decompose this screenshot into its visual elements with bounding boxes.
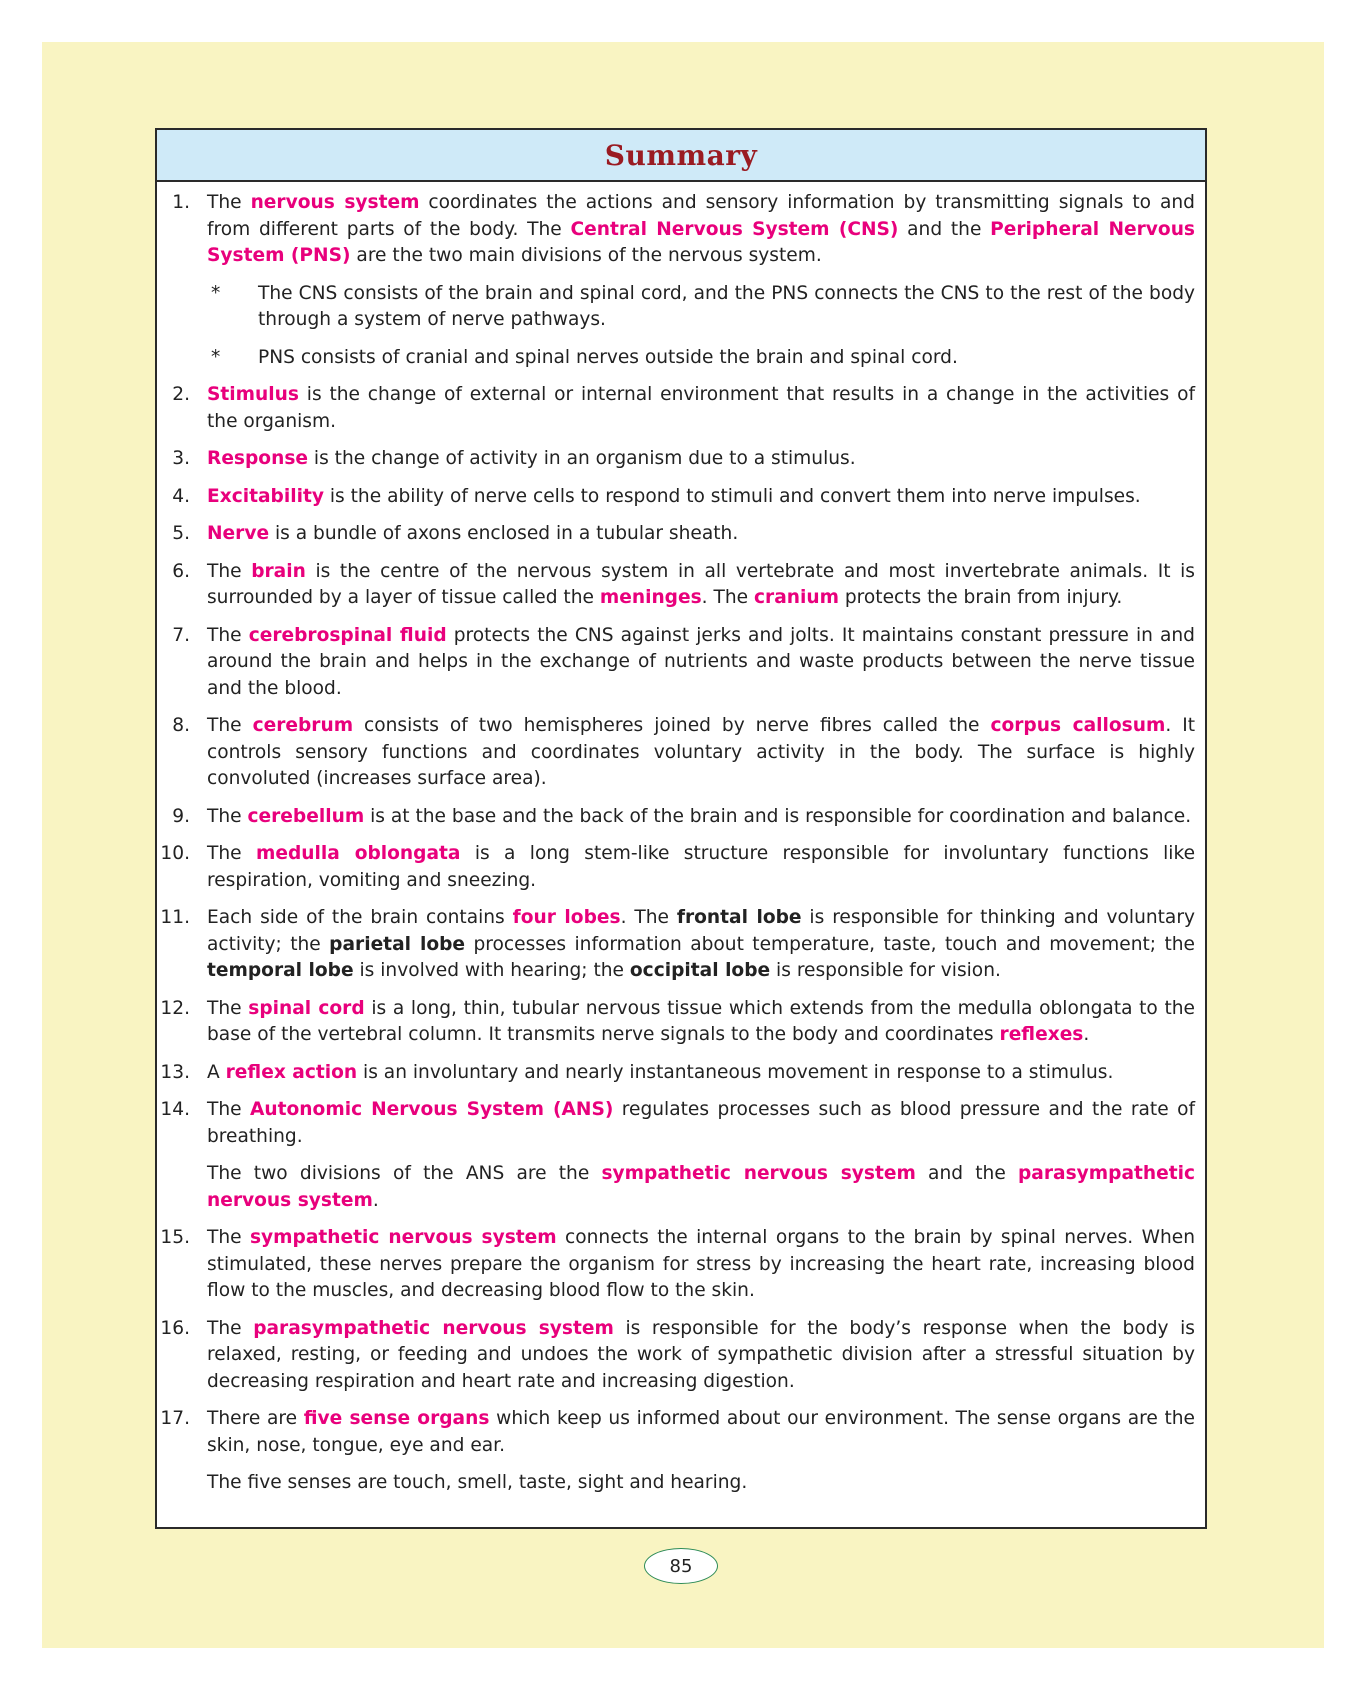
item-number: 9. <box>172 805 190 827</box>
key-term: cerebrum <box>252 715 354 736</box>
text: is the change of activity in an organism due to a stimulus. <box>308 448 856 469</box>
summary-title: Summary <box>604 138 758 172</box>
summary-item-5 <box>157 521 1195 548</box>
text: is a long stem-like structure responsible for involuntary functions like respiration, vomiting and sneezing. <box>207 843 1196 891</box>
summary-item-2 <box>157 382 1195 435</box>
item-text <box>207 1316 1195 1396</box>
key-term: parasympathetic nervous system <box>253 1317 614 1339</box>
item-text <box>207 382 1195 435</box>
item-number: 14. <box>160 1099 190 1120</box>
summary-item-3 <box>157 446 1195 473</box>
text: . <box>372 1189 379 1211</box>
text: Each side of the brain contains <box>207 907 513 928</box>
item-number: 6. <box>172 560 190 582</box>
text: is responsible for the body’s response when the body is relaxed, resting, or feeding and undoes the work of sympathetic division after a stressful situation by decreasing respiration and heart rate and increasing digestion. <box>207 1317 1195 1392</box>
item-number: 5. <box>172 523 190 544</box>
text: is responsible for thinking and voluntary activity; the <box>207 907 1195 955</box>
key-term: cranium <box>754 587 839 608</box>
text: regulates processes such as blood pressure and the rate of breathing. <box>207 1099 1195 1147</box>
text: The <box>207 1317 254 1339</box>
item-sub-paragraph: The five senses are touch, smell, taste, sight and hearing. <box>207 1472 748 1493</box>
text: is at the base and the back of the brain and is responsible for coordination and balance. <box>364 805 1192 827</box>
text: . <box>1083 1024 1090 1045</box>
item-number: 4. <box>172 485 190 507</box>
bullet-item <box>207 281 1195 334</box>
key-term: Autonomic Nervous System (ANS) <box>250 1099 614 1120</box>
item-number: 16. <box>160 1317 190 1339</box>
text: The two divisions of the ANS are the <box>207 1163 602 1184</box>
text: The <box>207 805 248 827</box>
item-text <box>207 1225 1195 1305</box>
item-number: 10. <box>160 843 190 864</box>
item-text <box>207 996 1195 1049</box>
key-term: five sense organs <box>303 1408 490 1429</box>
key-term: parasympathetic nervous system <box>207 1163 1196 1211</box>
item-text <box>207 1060 1195 1087</box>
item-text <box>207 521 1195 548</box>
text: is the change of external or internal environment that results in a change in the activities of the organism. <box>207 384 1195 432</box>
item-number: 1. <box>172 192 190 213</box>
key-term: sympathetic nervous system <box>249 1227 557 1248</box>
item-text <box>207 559 1195 612</box>
text: The <box>207 1099 251 1120</box>
bold-term: occipital lobe <box>629 960 771 981</box>
item-text <box>207 905 1195 985</box>
summary-item-13 <box>157 1060 1195 1087</box>
key-term: brain <box>251 560 306 582</box>
summary-item-11 <box>157 905 1195 985</box>
item-text <box>207 190 1195 270</box>
key-term: meninges <box>599 587 702 608</box>
text: protects the CNS against jerks and jolts. It maintains constant pressure in and around the brain and helps in the exchange of nutrients and waste products between the nerve tissue and the blood. <box>207 624 1195 699</box>
text: There are <box>207 1408 304 1429</box>
text: A <box>207 1061 226 1083</box>
bold-term: temporal lobe <box>207 960 354 981</box>
key-term: reflexes <box>999 1024 1084 1045</box>
key-term: nervous system <box>250 192 420 213</box>
item-number: 11. <box>160 907 190 928</box>
text: is an involuntary and nearly instantaneous movement in response to a stimulus. <box>357 1061 1114 1083</box>
summary-item-14 <box>157 1097 1195 1214</box>
key-term: reflex action <box>225 1061 358 1083</box>
summary-item-6 <box>157 559 1195 612</box>
text: is responsible for vision. <box>770 960 1001 981</box>
item-text <box>207 446 1195 473</box>
text: is a long, thin, tubular nervous tissue which extends from the medulla oblongata to the base of the vertebral column. It transmits nerve signals to the body and coordinates <box>207 997 1195 1045</box>
key-term: Excitability <box>207 485 324 507</box>
text: is involved with hearing; the <box>353 960 630 981</box>
text: The <box>207 715 253 736</box>
item-text <box>207 1097 1195 1150</box>
key-term: sympathetic nervous system <box>601 1163 916 1184</box>
item-number: 12. <box>160 997 190 1019</box>
key-term: cerebrospinal fluid <box>248 624 447 646</box>
bullet-item <box>207 345 1195 372</box>
text: protects the brain from injury. <box>838 587 1123 608</box>
key-term: spinal cord <box>248 997 365 1019</box>
summary-box <box>155 128 1207 1529</box>
summary-item-1 <box>157 190 1195 371</box>
summary-header <box>157 130 1205 182</box>
key-term: medulla oblongata <box>255 843 461 864</box>
summary-item-17 <box>157 1406 1195 1497</box>
text: are the two main divisions of the nervous system. <box>350 245 822 266</box>
text: which keep us informed about our environment. The sense organs are the skin, nose, tongue, eye and ear. <box>207 1408 1195 1456</box>
item-sub-paragraph <box>207 1161 1195 1214</box>
key-term: Nerve <box>207 523 270 544</box>
summary-item-12 <box>157 996 1195 1049</box>
key-term: Peripheral Nervous System (PNS) <box>207 218 1195 266</box>
item-number: 3. <box>172 448 190 469</box>
key-term: corpus callosum <box>990 715 1166 736</box>
text: consists of two hemispheres joined by nerve fibres called the <box>353 715 991 736</box>
summary-list <box>157 182 1205 1497</box>
item-text <box>207 484 1195 511</box>
summary-item-4 <box>157 484 1195 511</box>
text: connects the internal organs to the brain by spinal nerves. When stimulated, these nerves prepare the organism for stress by increasing the heart rate, increasing blood flow to the muscles, and decreasing blood flow to the skin. <box>207 1227 1195 1301</box>
item-text <box>207 841 1195 894</box>
text: The <box>207 997 249 1019</box>
summary-item-16 <box>157 1316 1195 1396</box>
key-term: Response <box>207 448 308 469</box>
asterisk-icon: * <box>211 346 221 368</box>
text: The <box>207 560 252 582</box>
asterisk-icon: * <box>211 282 221 304</box>
summary-item-9 <box>157 804 1195 831</box>
item-number: 15. <box>160 1227 190 1248</box>
bullet-text: PNS consists of cranial and spinal nerves outside the brain and spinal cord. <box>258 346 958 368</box>
summary-item-8 <box>157 713 1195 793</box>
text: processes information about temperature, taste, touch and movement; the <box>465 933 1195 955</box>
item-number: 17. <box>160 1408 190 1429</box>
item-number: 2. <box>172 384 190 405</box>
bullet-text: The CNS consists of the brain and spinal cord, and the PNS connects the CNS to the rest of the body through a system of nerve pathways. <box>258 282 1195 330</box>
text: coordinates the actions and sensory information by transmitting signals to and from different parts of the body. The <box>207 192 1195 240</box>
item-number: 7. <box>172 624 190 646</box>
text: is a bundle of axons enclosed in a tubular sheath. <box>269 523 739 544</box>
text: The <box>207 192 251 213</box>
key-term: cerebellum <box>247 805 365 827</box>
item-text <box>207 713 1195 793</box>
item-text <box>207 1406 1195 1459</box>
text: . The <box>701 587 754 608</box>
summary-item-7 <box>157 623 1195 703</box>
key-term: Central Nervous System (CNS) <box>570 218 899 240</box>
text: . It controls sensory functions and coordinates voluntary activity in the body. The surface is highly convoluted (increases surface area). <box>207 715 1195 789</box>
text: is the ability of nerve cells to respond to stimuli and convert them into nerve impulses. <box>323 485 1141 507</box>
text: The <box>207 1227 250 1248</box>
bold-term: frontal lobe <box>676 907 802 928</box>
key-term: Stimulus <box>207 384 299 405</box>
text: and the <box>915 1163 1018 1184</box>
text: The <box>207 624 249 646</box>
summary-item-15 <box>157 1225 1195 1305</box>
text: and the <box>898 218 991 240</box>
item-number: 13. <box>160 1061 190 1083</box>
item-number: 8. <box>172 715 190 736</box>
item-text <box>207 623 1195 703</box>
text: The <box>207 843 256 864</box>
text: is the centre of the nervous system in all vertebrate and most invertebrate animals. It is surrounded by a layer of tissue called the <box>207 560 1195 608</box>
page-number: 85 <box>644 1548 718 1584</box>
item-text <box>207 804 1195 831</box>
summary-item-10 <box>157 841 1195 894</box>
bold-term: parietal lobe <box>329 933 466 955</box>
text: . The <box>620 907 677 928</box>
key-term: four lobes <box>512 907 621 928</box>
